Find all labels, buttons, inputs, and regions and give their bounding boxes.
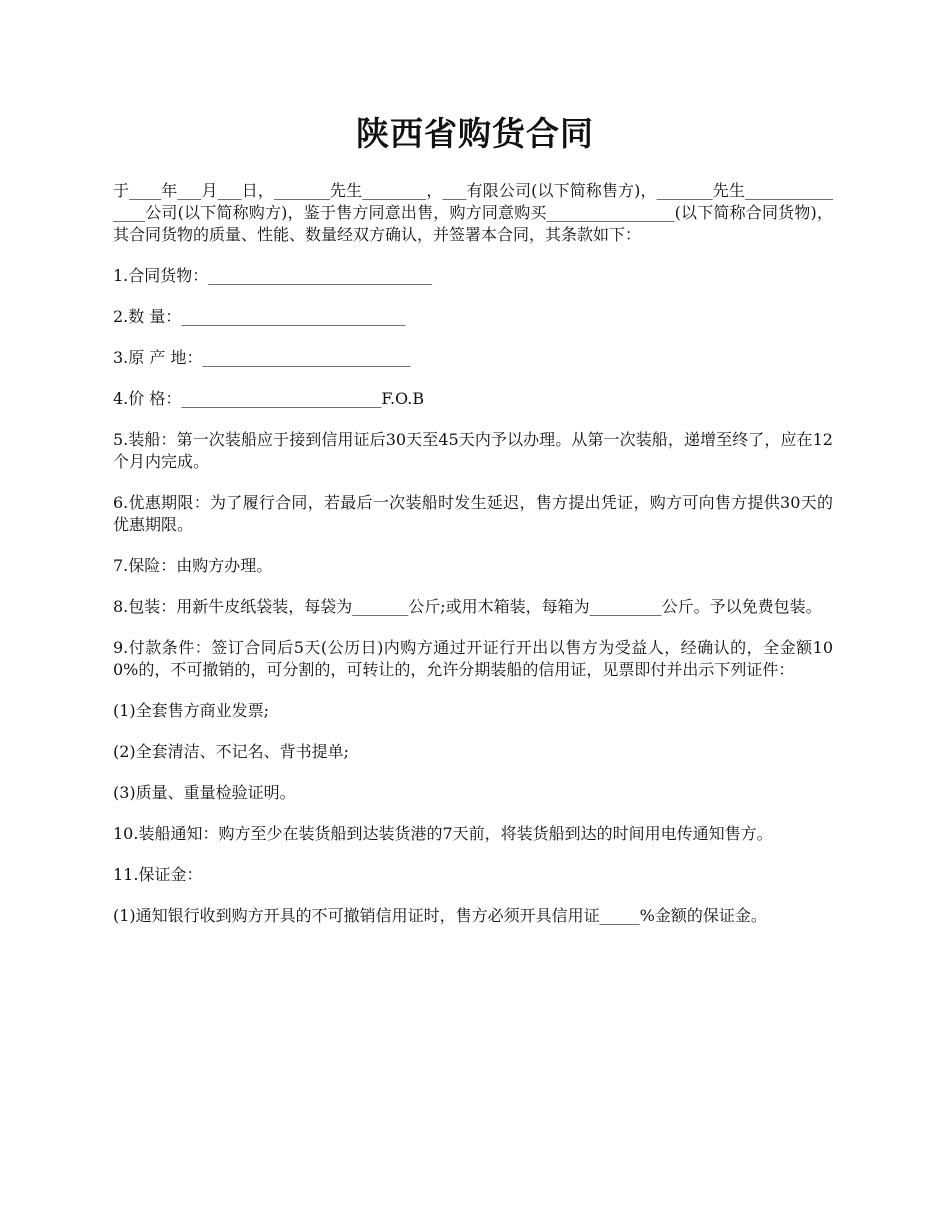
deposit-item-1: (1)通知银行收到购方开具的不可撤销信用证时，售方必须开具信用证_____%金额的保证金。 <box>113 906 767 925</box>
clause-goods: 1.合同货物：____________________________ <box>113 266 433 285</box>
document-item-invoice: (1)全套售方商业发票; <box>113 701 270 720</box>
clause-quantity: 2.数 量：____________________________ <box>113 307 406 326</box>
document-item-inspection: (3)质量、重量检验证明。 <box>113 783 296 802</box>
clause-shipping-notice: 10.装船通知：购方至少在装货船到达装货港的7天前，将装货船到达的时间用电传通知售方。 <box>113 824 773 843</box>
clause-origin: 3.原 产 地：__________________________ <box>113 348 411 367</box>
clause-payment: 9.付款条件：签订合同后5天(公历日)内购方通过开证行开出以售方为受益人，经确认的，全金额100%的，不可撤销的，可分割的，可转让的，允许分期装船的信用证，见票即付并出示下列证件： <box>113 638 833 679</box>
document-body <box>113 180 833 946</box>
document-item-bill-of-lading: (2)全套清洁、不记名、背书提单; <box>113 742 350 761</box>
document-title: 陕西省购货合同 <box>356 114 594 153</box>
clause-deposit: 11.保证金： <box>113 865 203 884</box>
intro-paragraph: 于____年___月___日，_______先生________，___有限公司(以下简称售方)，_______先生_______________公司(以下简称购方)，鉴于售方同意出售，购方同意购买________________(以下简称合同货物)，其合同货物的质量、性能、数量经双方确认，并签署本合同，其条款如下： <box>113 181 833 244</box>
clause-grace-period: 6.优惠期限：为了履行合同，若最后一次装船时发生延迟，售方提出凭证，购方可向售方提供30天的优惠期限。 <box>113 493 833 534</box>
clause-packing: 8.包装：用新牛皮纸袋装，每袋为_______公斤;或用木箱装，每箱为_________公斤。予以免费包装。 <box>113 597 822 616</box>
clause-insurance: 7.保险：由购方办理。 <box>113 556 273 575</box>
clause-price: 4.价 格：_________________________F.O.B <box>113 389 425 408</box>
clause-shipment: 5.装船：第一次装船应于接到信用证后30天至45天内予以办理。从第一次装船，递增至终了，应在12个月内完成。 <box>113 430 833 471</box>
